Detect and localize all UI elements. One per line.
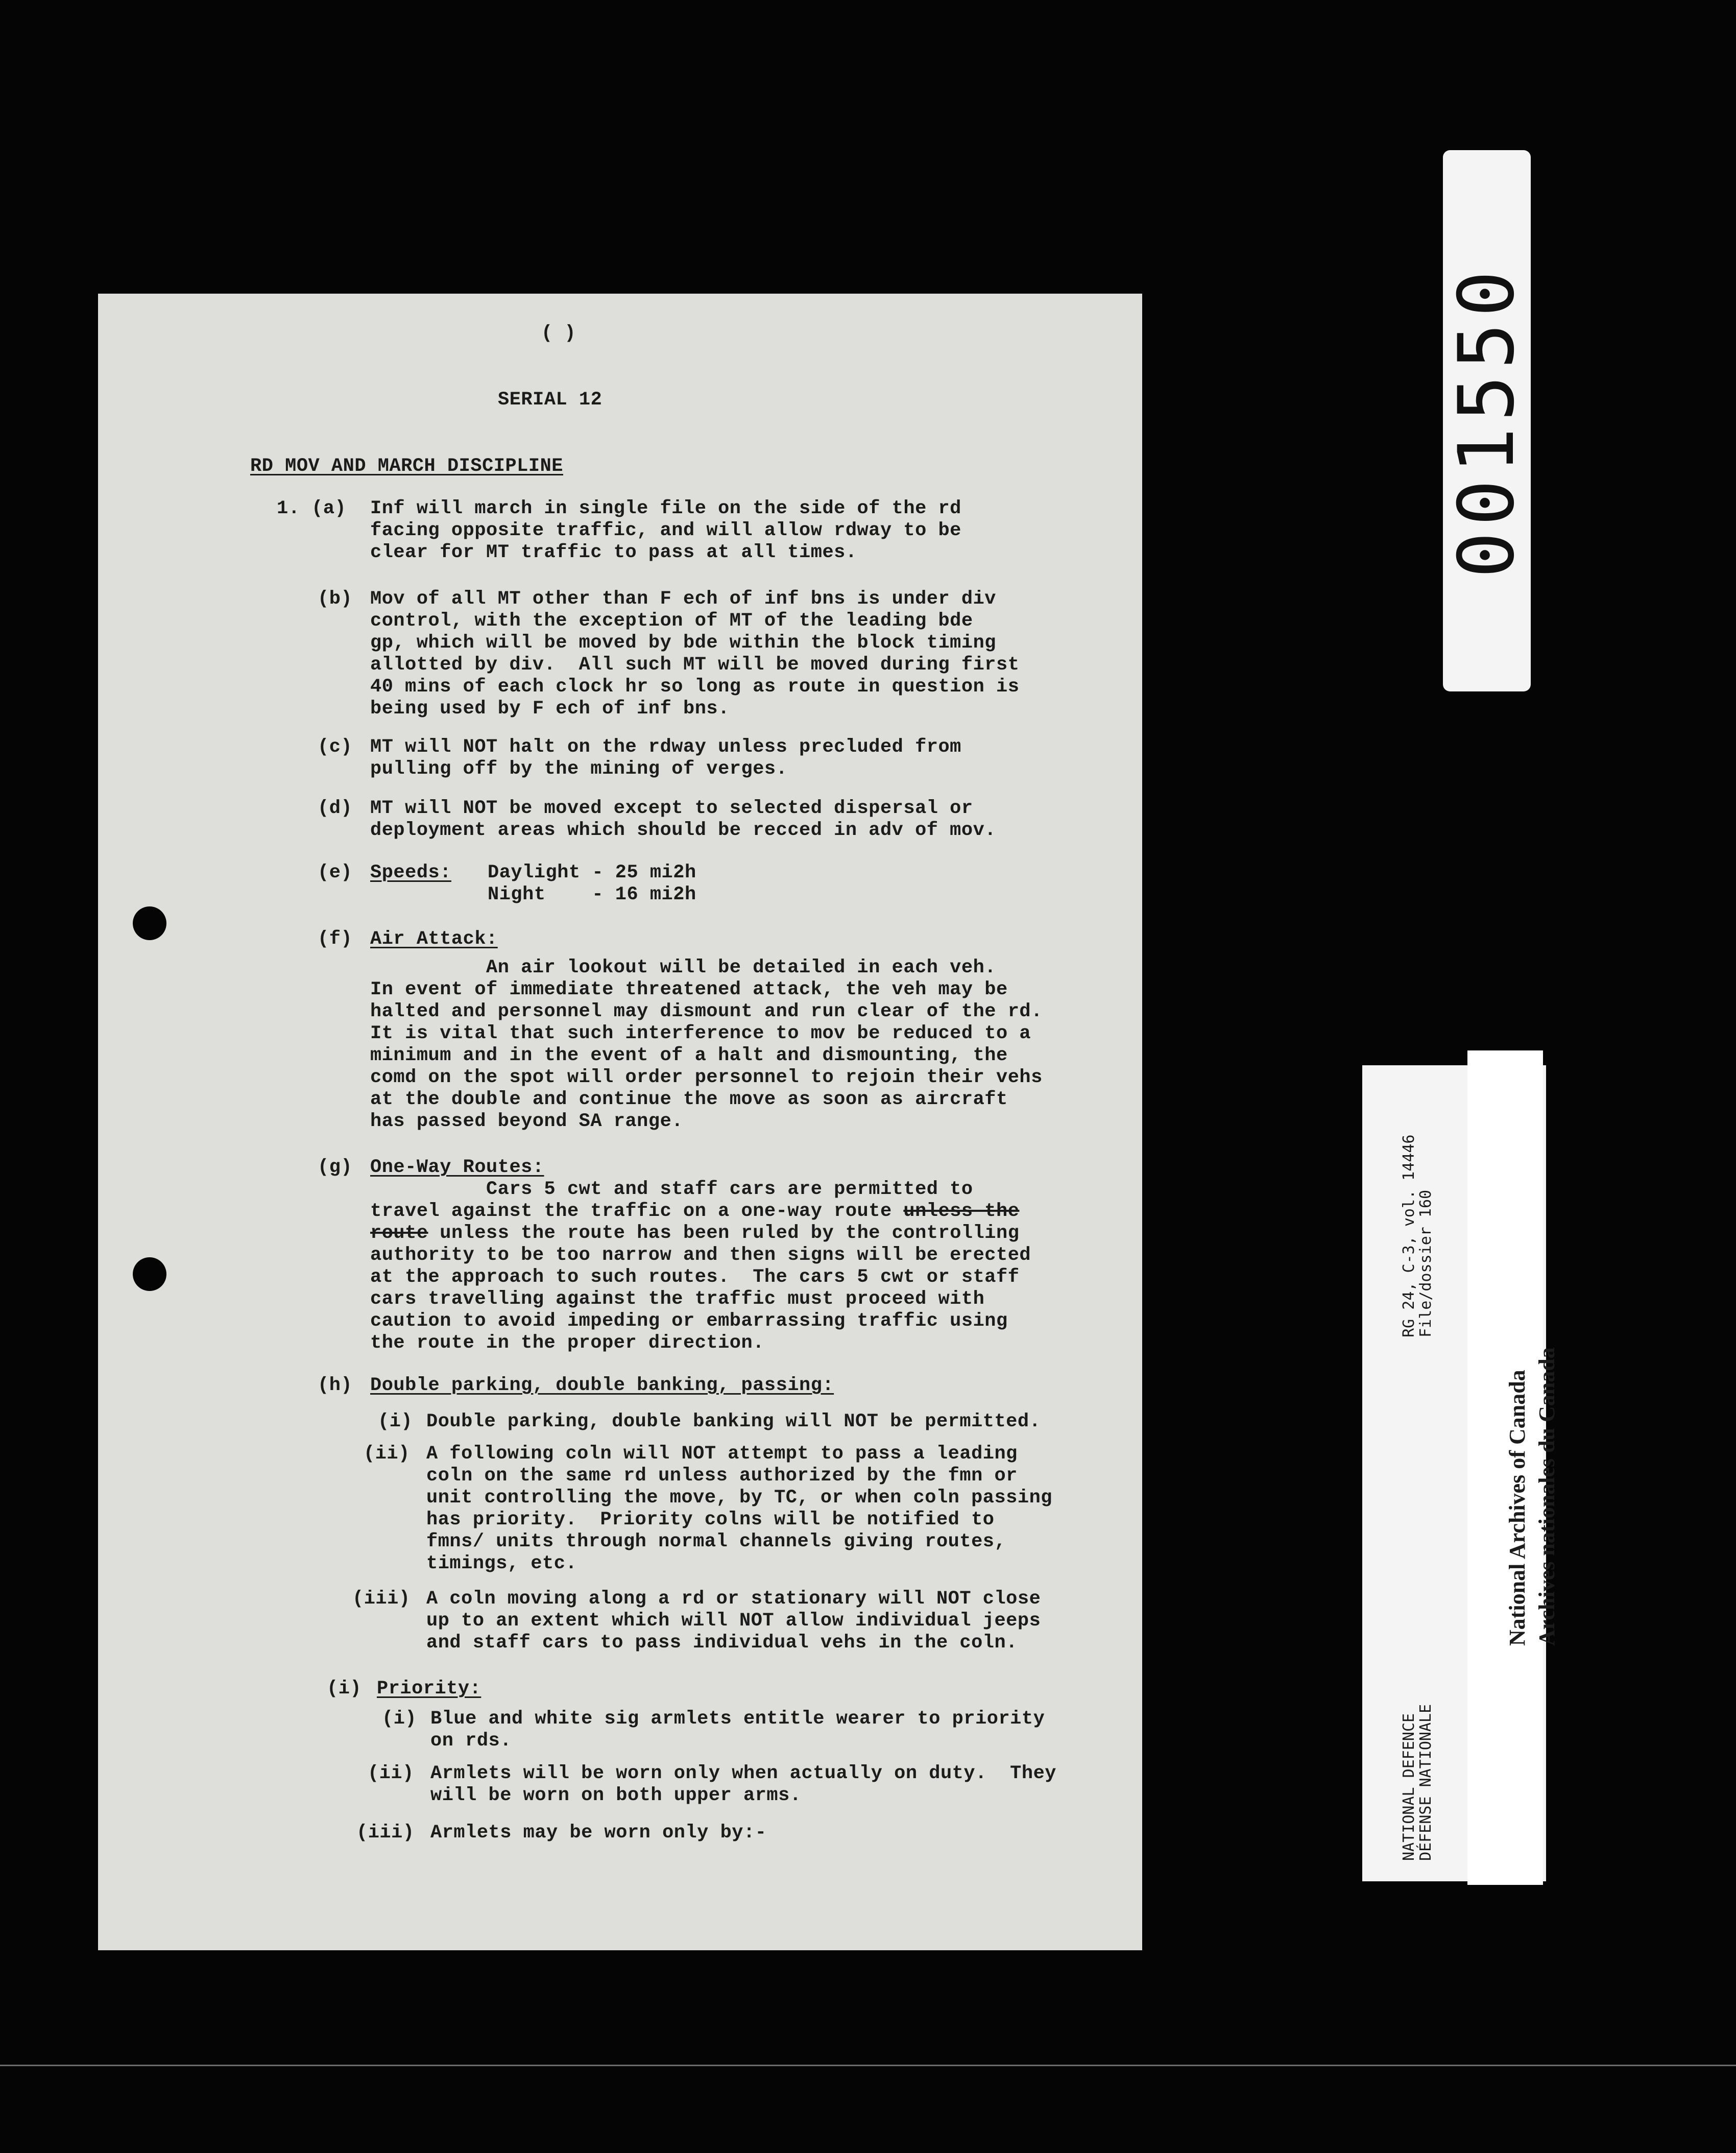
- para-1a-line: facing opposite traffic, and will allow rdway to be: [370, 520, 961, 541]
- punch-hole-upper: [133, 906, 166, 940]
- para-i-ii-line: Armlets will be worn only when actually on duty. They: [430, 1763, 1056, 1784]
- para-b-line: allotted by div. All such MT will be moved during first: [370, 654, 1020, 676]
- national-archives-label: [1473, 1300, 1562, 1657]
- margin-dash-lower: [109, 1289, 120, 1291]
- nac-line1: National Archives of Canada: [1505, 1370, 1530, 1646]
- para-i-ii-label: (ii): [368, 1763, 414, 1784]
- para-b-line: gp, which will be moved by bde within the block timing: [370, 632, 996, 654]
- struck-text: route: [370, 1223, 428, 1244]
- para-i-i-line: on rds.: [430, 1730, 512, 1752]
- para-i-ii-line: will be worn on both upper arms.: [430, 1785, 802, 1806]
- para-c-line: MT will NOT halt on the rdway unless precluded from: [370, 736, 961, 758]
- para-g-line-3: [370, 1223, 1019, 1245]
- speeds-night: Night - 16 mi2h: [488, 884, 696, 905]
- para-h-i-label: (i): [378, 1411, 413, 1432]
- nd-line1: NATIONAL DEFENCE: [1400, 1713, 1418, 1861]
- para-c-line: pulling off by the mining of verges.: [370, 758, 788, 780]
- para-d-label: (d): [318, 798, 353, 819]
- para-f-line: has passed beyond SA range.: [370, 1111, 683, 1132]
- para-i-label: (i): [327, 1678, 362, 1700]
- para-g-label: (g): [318, 1157, 353, 1178]
- para-d-line: MT will NOT be moved except to selected dispersal or: [370, 798, 973, 819]
- margin-dash-upper: [109, 925, 120, 928]
- para-h-ii-line: A following coln will NOT attempt to pass a leading: [426, 1443, 1018, 1465]
- para-g-line: the route in the proper direction.: [370, 1332, 764, 1354]
- para-f-line: It is vital that such interference to mov be reduced to a: [370, 1023, 1031, 1044]
- nac-line2: Archives nationales du Canada: [1534, 1347, 1559, 1646]
- para-h-iii-line: up to an extent which will NOT allow individual jeeps: [426, 1610, 1041, 1632]
- archive-number: 001550: [1442, 265, 1531, 578]
- para-h-ii-line: has priority. Priority colns will be notified to: [426, 1509, 995, 1530]
- para-h-i-line: Double parking, double banking will NOT be permitted.: [426, 1411, 1041, 1432]
- para-h-ii-line: unit controlling the move, by TC, or when coln passing: [426, 1487, 1052, 1509]
- para-h-ii-line: coln on the same rd unless authorized by the fmn or: [426, 1465, 1018, 1487]
- para-h-ii-line: timings, etc.: [426, 1553, 577, 1574]
- para-f-line: minimum and in the event of a halt and dismounting, the: [370, 1045, 1008, 1066]
- para-b-line: control, with the exception of MT of the leading bde: [370, 610, 973, 632]
- para-b-line: being used by F ech of inf bns.: [370, 698, 730, 720]
- para-g-line-3-text: unless the route has been ruled by the controlling: [428, 1223, 1020, 1244]
- para-f-line: An air lookout will be detailed in each veh.: [370, 957, 996, 978]
- para-g-line: at the approach to such routes. The cars 5 cwt or staff: [370, 1266, 1020, 1288]
- speeds-daylight: Daylight - 25 mi2h: [488, 862, 696, 883]
- para-1a-label: 1. (a): [277, 498, 347, 519]
- para-b-label: (b): [318, 588, 353, 610]
- para-i-iii-line: Armlets may be worn only by:-: [430, 1822, 767, 1844]
- para-c-label: (c): [318, 736, 353, 758]
- struck-text: unless the: [903, 1201, 1020, 1222]
- para-e-label: (e): [318, 862, 353, 883]
- punch-hole-lower: [133, 1257, 166, 1291]
- one-way-routes-heading: One-Way Routes:: [370, 1157, 544, 1178]
- para-1a-line: Inf will march in single file on the side of the rd: [370, 498, 961, 519]
- speeds-heading: Speeds:: [370, 862, 451, 883]
- para-i-iii-label: (iii): [356, 1822, 415, 1844]
- para-h-label: (h): [318, 1375, 353, 1396]
- para-g-line-2-text: travel against the traffic on a one-way route: [370, 1201, 904, 1222]
- para-f-line: at the double and continue the move as soon as aircraft: [370, 1089, 1008, 1110]
- priority-heading: Priority:: [377, 1678, 481, 1700]
- para-b-line: 40 mins of each clock hr so long as route in question is: [370, 676, 1020, 698]
- para-1a-line: clear for MT traffic to pass at all times.: [370, 542, 857, 563]
- para-g-line: Cars 5 cwt and staff cars are permitted to: [370, 1179, 973, 1200]
- para-g-line: cars travelling against the traffic must proceed with: [370, 1288, 985, 1310]
- nd-line2: DÉFENSE NATIONALE: [1417, 1704, 1435, 1861]
- para-i-i-label: (i): [382, 1708, 417, 1730]
- para-g-line: authority to be too narrow and then signs will be erected: [370, 1245, 1031, 1266]
- para-h-iii-line: and staff cars to pass individual vehs in the coln.: [426, 1632, 1018, 1654]
- para-h-iii-line: A coln moving along a rd or stationary will NOT close: [426, 1588, 1041, 1610]
- para-i-i-line: Blue and white sig armlets entitle wearer to priority: [430, 1708, 1045, 1730]
- para-g-line: caution to avoid impeding or embarrassing traffic using: [370, 1310, 1008, 1332]
- archive-ref-line1: RG 24, C-3, vol. 14446: [1400, 1134, 1418, 1337]
- para-b-line: Mov of all MT other than F ech of inf bns is under div: [370, 588, 996, 610]
- para-h-iii-label: (iii): [352, 1588, 411, 1610]
- para-d-line: deployment areas which should be recced in adv of mov.: [370, 820, 996, 841]
- para-h-ii-label: (ii): [364, 1443, 410, 1465]
- scan-bottom-line: [0, 2065, 1736, 2066]
- national-defence-label: [1384, 1624, 1434, 1879]
- para-g-line-2: [370, 1201, 1019, 1223]
- para-h-ii-line: fmns/ units through normal channels giving routes,: [426, 1531, 1006, 1552]
- para-f-label: (f): [318, 928, 353, 950]
- double-parking-heading: Double parking, double banking, passing:: [370, 1375, 834, 1396]
- serial-number: SERIAL 12: [498, 389, 602, 411]
- archive-reference: [1384, 1070, 1434, 1356]
- page-mark: ( ): [541, 323, 576, 344]
- para-f-line: halted and personnel may dismount and run clear of the rd.: [370, 1001, 1043, 1022]
- para-f-line: In event of immediate threatened attack, the veh may be: [370, 979, 1008, 1000]
- para-f-line: comd on the spot will order personnel to rejoin their vehs: [370, 1067, 1043, 1088]
- air-attack-heading: Air Attack:: [370, 928, 498, 950]
- archive-ref-line2: File/dossier 160: [1417, 1189, 1435, 1337]
- section-heading: RD MOV AND MARCH DISCIPLINE: [250, 456, 563, 477]
